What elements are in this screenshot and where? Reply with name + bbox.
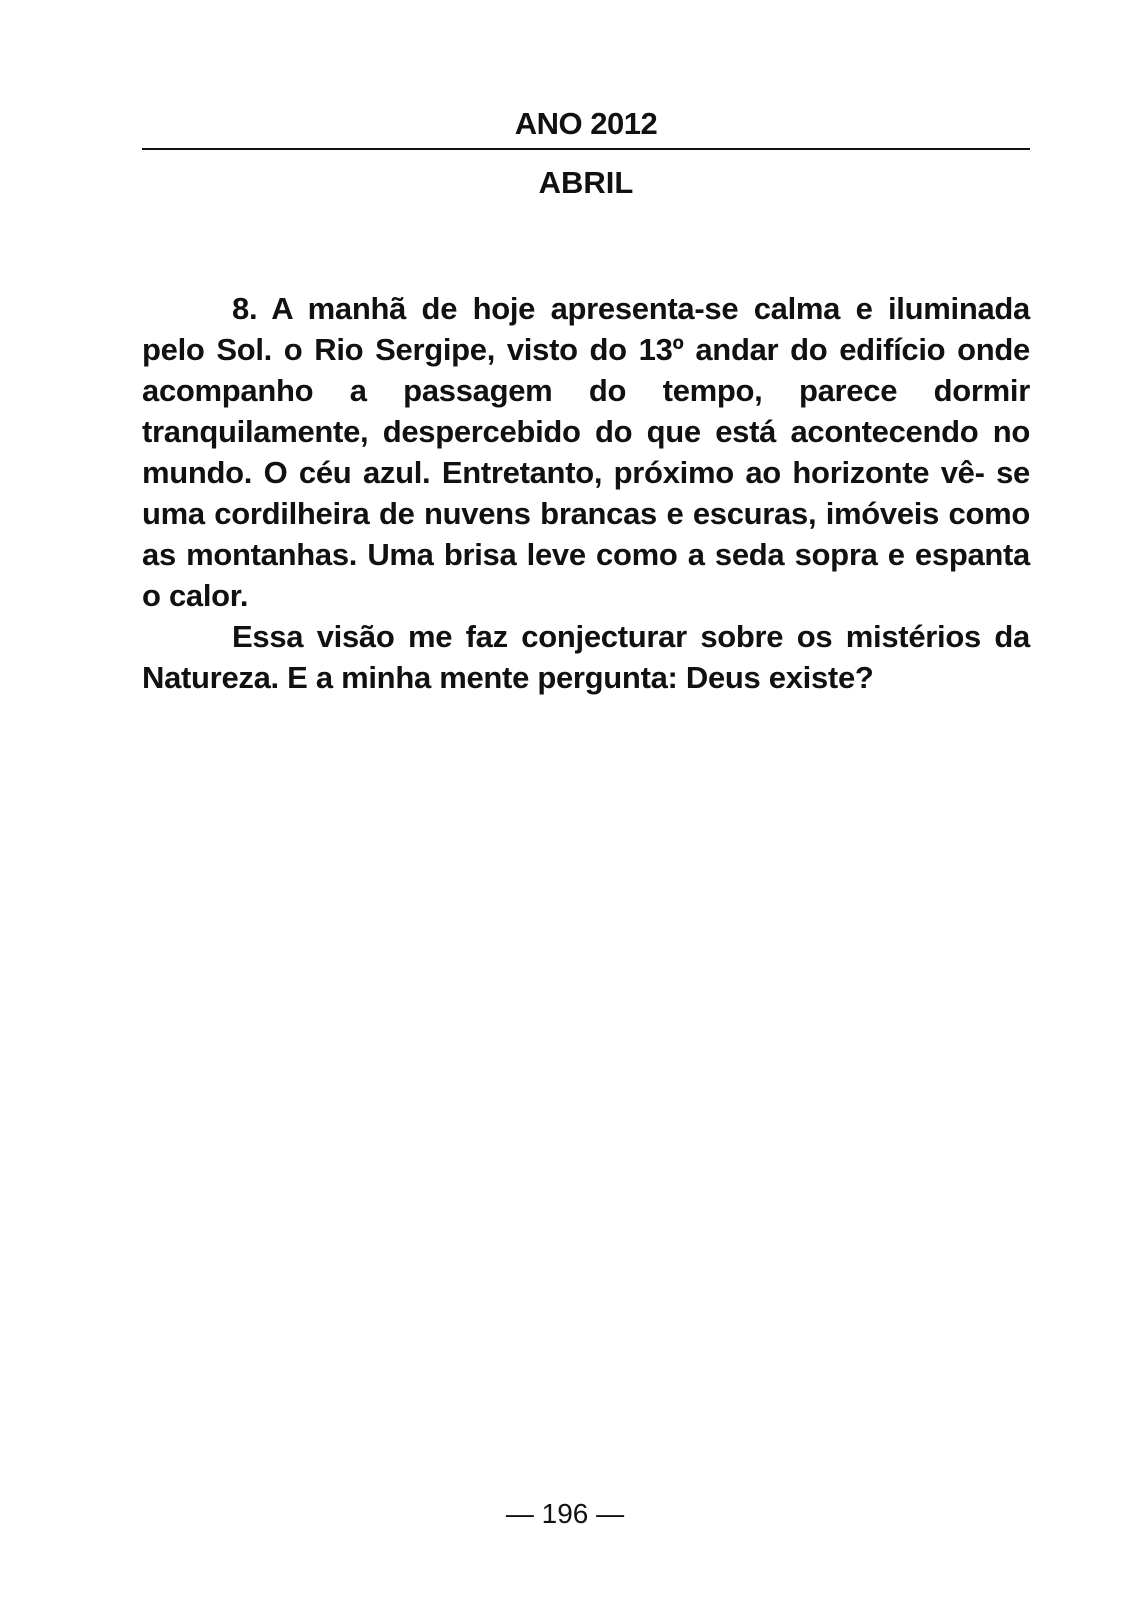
entry-paragraph-1-text: A manhã de hoje apresenta-se calma e iluminada pelo Sol. o Rio Sergipe, visto do 13º andar do edifício onde acompanho a passagem do tempo, parece dormir tranquilamente, despercebido do que está acontecendo no mundo. O céu azul. Entretanto, próximo ao horizonte vê- se uma cordilheira de nuvens brancas e escuras, imóveis como as montanhas. Uma brisa leve como a seda sopra e espanta o calor. xyxy=(142,291,1030,613)
entry-number: 8. xyxy=(232,291,258,326)
month-heading: ABRIL xyxy=(538,165,634,200)
entry-paragraph-2: Essa visão me faz conjecturar sobre os mistérios da Natureza. E a minha mente pergunta: Deus existe? xyxy=(142,619,1030,695)
header-divider xyxy=(142,148,1030,150)
entry-paragraph-1 xyxy=(142,288,1030,616)
diary-entry xyxy=(142,288,1030,698)
page-number: — 196 — xyxy=(505,1498,625,1529)
year-heading: ANO 2012 xyxy=(514,106,658,141)
